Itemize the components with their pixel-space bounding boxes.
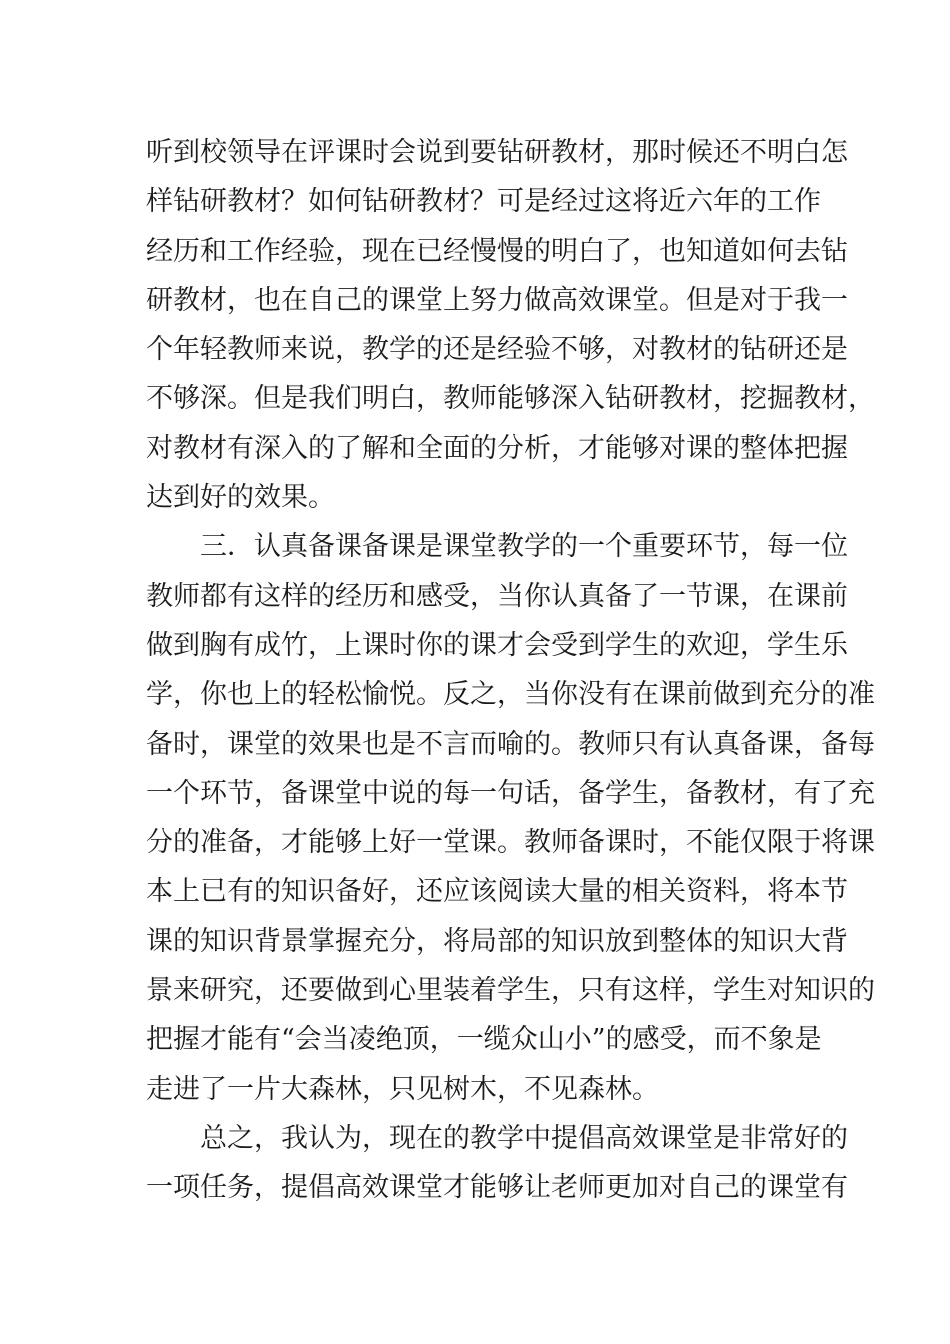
text-line: 达到好的效果。 bbox=[146, 482, 335, 514]
text-line: 学，你也上的轻松愉悦。反之，当你没有在课前做到充分的准 bbox=[146, 679, 875, 711]
document-body bbox=[146, 128, 875, 1213]
text-line: 不够深。但是我们明白，教师能够深入钻研教材，挖掘教材， bbox=[146, 383, 875, 415]
text-line: 一项任务，提倡高效课堂才能够让老师更加对自己的课堂有 bbox=[146, 1172, 848, 1204]
paragraph-start-line: 总之，我认为，现在的教学中提倡高效课堂是非常好的 bbox=[200, 1122, 848, 1154]
text-line: 听到校领导在评课时会说到要钻研教材，那时候还不明白怎 bbox=[146, 137, 848, 168]
text-line: 样钻研教材？如何钻研教材？可是经过这将近六年的工作 bbox=[146, 186, 821, 218]
text-line: 分的准备，才能够上好一堂课。教师备课时，不能仅限于将课 bbox=[146, 827, 875, 859]
text-line: 景来研究，还要做到心里装着学生，只有这样，学生对知识的 bbox=[146, 975, 875, 1007]
text-line: 走进了一片大森林，只见树木，不见森林。 bbox=[146, 1073, 659, 1105]
text-line: 本上已有的知识备好，还应该阅读大量的相关资料，将本节 bbox=[146, 876, 848, 908]
text-line: 一个环节，备课堂中说的每一句话，备学生，备教材，有了充 bbox=[146, 777, 875, 809]
text-line: 把握才能有“会当凌绝顶，一缆众山小”的感受，而不象是 bbox=[146, 1024, 822, 1056]
text-line: 对教材有深入的了解和全面的分析，才能够对课的整体把握 bbox=[146, 432, 848, 464]
text-line: 备时，课堂的效果也是不言而喻的。教师只有认真备课，备每 bbox=[146, 728, 875, 760]
text-line: 经历和工作经验，现在已经慢慢的明白了，也知道如何去钻 bbox=[146, 235, 848, 267]
text-line: 个年轻教师来说，教学的还是经验不够，对教材的钻研还是 bbox=[146, 334, 848, 366]
text-line: 研教材，也在自己的课堂上努力做高效课堂。但是对于我一 bbox=[146, 284, 848, 316]
text-line: 课的知识背景掌握充分，将局部的知识放到整体的知识大背 bbox=[146, 925, 848, 957]
paragraph-start-line: 三．认真备课备课是课堂教学的一个重要环节，每一位 bbox=[200, 531, 848, 563]
text-line: 教师都有这样的经历和感受，当你认真备了一节课，在课前 bbox=[146, 580, 848, 612]
text-line: 做到胸有成竹，上课时你的课才会受到学生的欢迎，学生乐 bbox=[146, 629, 848, 661]
